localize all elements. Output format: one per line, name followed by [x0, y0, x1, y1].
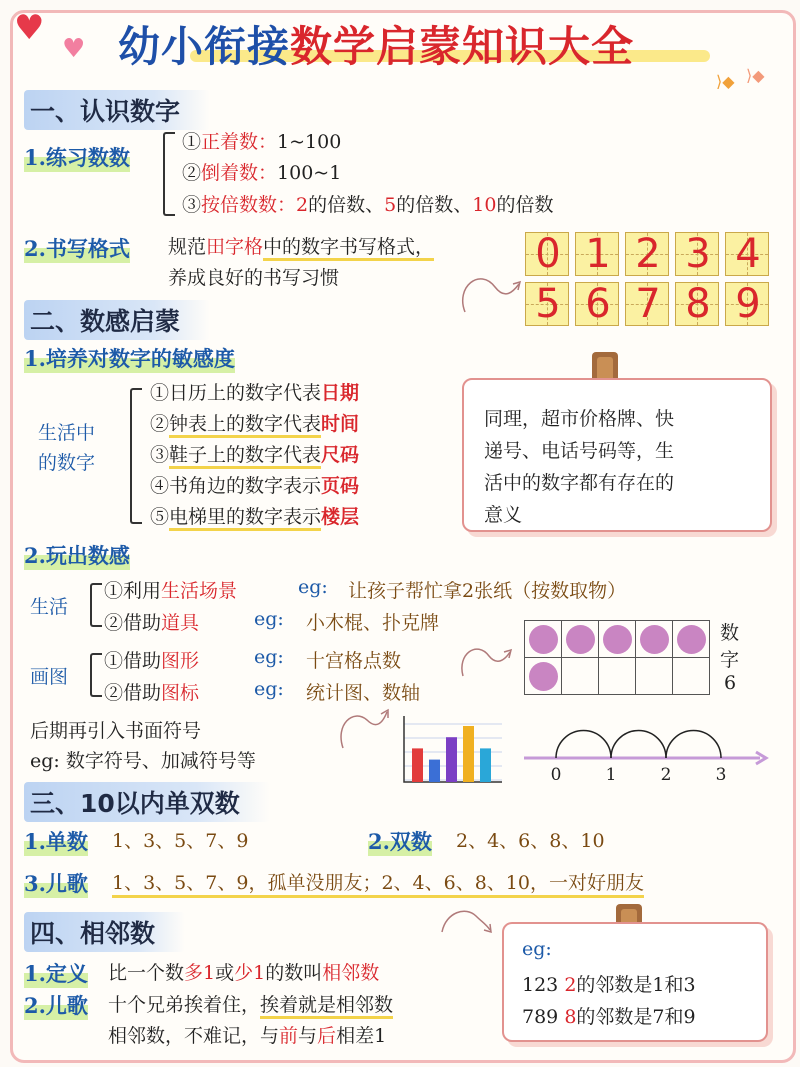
eg-label: eg: — [254, 678, 284, 700]
ten-frame-cell — [561, 657, 599, 695]
ten-frame-label: 数 — [720, 622, 740, 644]
page-title — [118, 14, 634, 74]
tian-grid-cell — [625, 282, 669, 326]
tian-grid-cell — [725, 232, 769, 276]
life-play-example-2: 小木棍、扑克牌 — [306, 612, 440, 634]
odd-even-song: 1、3、5、7、9，孤单没朋友；2、4、6、8、10，一对好朋友 — [112, 868, 644, 898]
neighbor-example-2: 789 8的邻数是7和9 — [522, 1006, 696, 1028]
counting-dot — [566, 625, 595, 654]
number-line-jump — [556, 731, 611, 759]
bar-chart-bar — [412, 748, 423, 782]
draw-item-1: ①借助图形 — [104, 650, 200, 672]
count-item-2: ②倒着数：100~1 — [182, 162, 342, 184]
heart-icon: ♥ — [14, 8, 45, 48]
ten-frame-label: 6 — [724, 672, 737, 694]
ten-frame-cell — [635, 657, 673, 695]
ten-frame-label: 字 — [720, 649, 740, 671]
fish-icon: ⟩◆ — [716, 72, 735, 91]
number-line-jump — [666, 731, 721, 759]
draw-item-2: ②借助图标 — [104, 682, 200, 704]
section-heading-3: 三、10以内单双数 — [24, 782, 270, 822]
number-sense-label: 1.培养对数字的敏感度 — [24, 343, 235, 373]
count-item-3: ③按倍数数：2的倍数、5的倍数、10的倍数 — [182, 194, 554, 216]
tian-grid-cell — [525, 232, 569, 276]
bracket — [90, 583, 102, 627]
writing-format-line-1: 规范田字格中的数字书写格式， — [168, 232, 434, 259]
draw-example-2: 统计图、数轴 — [306, 682, 421, 704]
draw-example-1: 十宫格点数 — [306, 650, 402, 672]
counting-dot — [640, 625, 669, 654]
life-play-item-1: ①利用生活场景 — [104, 580, 238, 602]
bar-chart-bar — [463, 726, 474, 782]
life-play-item-2: ②借助道具 — [104, 612, 200, 634]
tian-grid-cell — [675, 282, 719, 326]
note-line: 意义 — [484, 504, 523, 526]
bar-chart-illustration — [398, 712, 506, 790]
heart-icon-small: ♥ — [62, 34, 86, 64]
eg-label: eg: — [298, 576, 328, 598]
odd-even-song-label: 3.儿歌 — [24, 868, 88, 898]
number-line-tick-label: 0 — [550, 765, 562, 784]
bracket — [90, 653, 102, 697]
writing-format-line-2: 养成良好的书写习惯 — [168, 267, 340, 289]
count-item-1: ①正着数：1~100 — [182, 131, 342, 153]
title-part-2: 数学启蒙知识大全 — [290, 22, 635, 71]
life-number-item: ①日历上的数字代表日期 — [150, 382, 360, 404]
life-numbers-label-1: 生活中 — [38, 422, 96, 444]
draw-label: 画图 — [30, 666, 69, 688]
tian-grid-digit: 7 — [635, 281, 661, 327]
tian-grid-cell — [725, 282, 769, 326]
life-number-item: ③鞋子上的数字代表尺码 — [150, 440, 359, 467]
bracket — [163, 132, 175, 216]
counting-dot — [529, 625, 558, 654]
definition-label: 1.定义 — [24, 958, 88, 988]
tian-grid-digit: 3 — [685, 231, 711, 277]
curved-arrow-icon — [335, 700, 395, 755]
life-number-item: ②钟表上的数字代表时间 — [150, 409, 359, 436]
bar-chart-bar — [429, 760, 440, 782]
life-label: 生活 — [30, 596, 69, 618]
eg-label: eg: — [522, 938, 552, 960]
tian-grid-cell — [525, 282, 569, 326]
counting-dot — [677, 625, 706, 654]
tian-grid-digit: 5 — [535, 281, 561, 327]
tian-grid-digit: 8 — [685, 281, 711, 327]
tian-grid-digit: 0 — [535, 231, 561, 277]
tian-grid-cell — [575, 282, 619, 326]
title-part-1: 幼小衔接 — [118, 22, 291, 71]
eg-label: eg: — [254, 608, 284, 630]
count-practice-label: 1.练习数数 — [24, 142, 130, 172]
bar-chart-bar — [480, 748, 491, 782]
ten-frame-cell — [524, 620, 562, 658]
life-number-item: ④书角边的数字表示页码 — [150, 475, 360, 497]
odd-numbers: 1、3、5、7、9 — [112, 830, 249, 852]
tian-grid-digit: 1 — [585, 231, 611, 277]
ten-frame-cell — [524, 657, 562, 695]
neighbor-song-label: 2.儿歌 — [24, 990, 88, 1020]
tian-grid-digit: 9 — [735, 281, 761, 327]
later-symbols-line-2: eg: 数字符号、加减符号等 — [30, 750, 256, 772]
counting-dot — [603, 625, 632, 654]
section-heading-2: 二、数感启蒙 — [24, 300, 210, 340]
ten-frame-cell — [672, 620, 710, 658]
note-line: 同理，超市价格牌、快 — [484, 408, 675, 430]
curved-arrow-icon — [455, 262, 525, 322]
counting-dot — [529, 662, 558, 691]
bar-chart-bar — [446, 737, 457, 782]
section-heading-1: 一、认识数字 — [24, 90, 210, 130]
neighbor-song-line-2: 相邻数，不难记，与前与后相差1 — [108, 1025, 387, 1047]
eg-label: eg: — [254, 646, 284, 668]
tian-grid-cell — [675, 232, 719, 276]
odd-label: 1.单数 — [24, 826, 88, 856]
tian-grid-cell — [575, 232, 619, 276]
ten-frame-cell — [598, 657, 636, 695]
number-line-tick-label: 2 — [660, 765, 672, 784]
tian-grid-digit: 2 — [635, 231, 661, 277]
definition-text: 比一个数多1或少1的数叫相邻数 — [108, 962, 380, 984]
note-line: 活中的数字都有存在的 — [484, 472, 675, 494]
section-heading-4: 四、相邻数 — [24, 912, 185, 952]
curved-arrow-icon — [436, 902, 496, 942]
ten-frame-cell — [635, 620, 673, 658]
ten-frame-cell — [598, 620, 636, 658]
ten-frame-cell — [672, 657, 710, 695]
later-symbols-line-1: 后期再引入书面符号 — [30, 720, 202, 742]
tian-grid-digit: 4 — [735, 231, 761, 277]
life-numbers-label-2: 的数字 — [38, 452, 96, 474]
example-box — [502, 922, 768, 1042]
life-play-example-1: 让孩子帮忙拿2张纸（按数取物） — [348, 580, 627, 602]
tian-grid-cell — [625, 232, 669, 276]
ten-frame-cell — [561, 620, 599, 658]
fish-icon-2: ⟩◆ — [746, 66, 765, 85]
tian-grid-digit: 6 — [585, 281, 611, 327]
neighbor-song-line-1: 十个兄弟挨着住，挨着就是相邻数 — [108, 990, 393, 1017]
life-number-item: ⑤电梯里的数字表示楼层 — [150, 502, 359, 529]
play-number-sense-label: 2.玩出数感 — [24, 540, 130, 570]
number-line-tick-label: 1 — [605, 765, 617, 784]
writing-format-label: 2.书写格式 — [24, 233, 130, 263]
even-label: 2.双数 — [368, 826, 432, 856]
neighbor-example-1: 123 2的邻数是1和3 — [522, 974, 696, 996]
note-line: 递号、电话号码等，生 — [484, 440, 675, 462]
number-line-jump — [611, 731, 666, 758]
number-line-tick-label: 3 — [715, 765, 727, 784]
bracket — [130, 388, 142, 524]
curved-arrow-icon — [455, 636, 515, 686]
number-line — [520, 722, 770, 784]
note-box — [462, 378, 772, 532]
even-numbers: 2、4、6、8、10 — [456, 830, 605, 852]
